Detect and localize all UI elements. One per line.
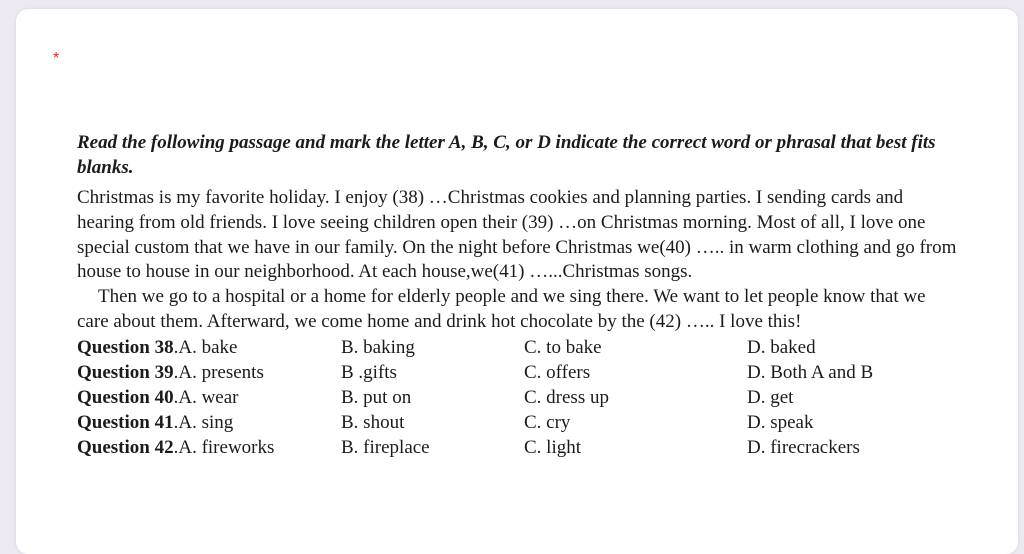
question-row-40 bbox=[77, 385, 957, 410]
option-b: B. baking bbox=[341, 336, 415, 358]
option-a: .A. wear bbox=[173, 386, 239, 408]
question-image bbox=[77, 130, 957, 460]
option-d: D. Both A and B bbox=[747, 361, 874, 383]
passage-paragraph: Then we go to a hospital or a home for elderly people and we sing there. We want to let people know that we care about them. Afterward, we come home and drink hot chocolate by the (42) ….. I love this! bbox=[77, 286, 926, 332]
option-b: B. put on bbox=[341, 386, 412, 408]
option-c: C. dress up bbox=[524, 386, 609, 408]
option-d: D. get bbox=[747, 386, 794, 408]
passage-paragraph: Christmas is my favorite holiday. I enjoy (38) …Christmas cookies and planning parties. I sending cards and hearing from old friends. I love seeing children open their (39) …on Christmas morning. Most of all, I love one special custom that we have in our family. On the night before Christmas we(40) ….. in warm clothing and go from house to house in our neighborhood. At each house,we(41) …...Christmas songs. bbox=[77, 187, 957, 283]
question-row-38 bbox=[77, 335, 957, 360]
option-d: D. firecrackers bbox=[747, 436, 860, 458]
option-c: C. light bbox=[524, 436, 582, 458]
option-a: .A. fireworks bbox=[173, 436, 275, 458]
option-a: .A. presents bbox=[173, 361, 264, 383]
option-c: C. to bake bbox=[524, 336, 602, 358]
question-row-42 bbox=[77, 435, 957, 460]
question-label: Question 39 bbox=[77, 361, 174, 383]
question-label: Question 40 bbox=[77, 386, 174, 408]
option-c: C. offers bbox=[524, 361, 591, 383]
option-c: C. cry bbox=[524, 411, 571, 433]
option-a: .A. bake bbox=[173, 336, 238, 358]
required-asterisk: * bbox=[53, 50, 60, 67]
option-b: B. shout bbox=[341, 411, 405, 433]
question-row-39 bbox=[77, 360, 957, 385]
option-d: D. baked bbox=[747, 336, 816, 358]
reading-passage bbox=[77, 186, 957, 335]
question-label: Question 41 bbox=[77, 411, 174, 433]
option-a: .A. sing bbox=[173, 411, 234, 433]
option-b: B .gifts bbox=[341, 361, 397, 383]
question-list bbox=[77, 335, 957, 460]
question-label: Question 42 bbox=[77, 436, 174, 458]
option-d: D. speak bbox=[747, 411, 814, 433]
instruction-text: Read the following passage and mark the letter A, B, C, or D indicate the correct word or phrasal that best fits blanks. bbox=[77, 132, 936, 178]
question-row-41 bbox=[77, 410, 957, 435]
question-label: Question 38 bbox=[77, 336, 174, 358]
option-b: B. fireplace bbox=[341, 436, 430, 458]
